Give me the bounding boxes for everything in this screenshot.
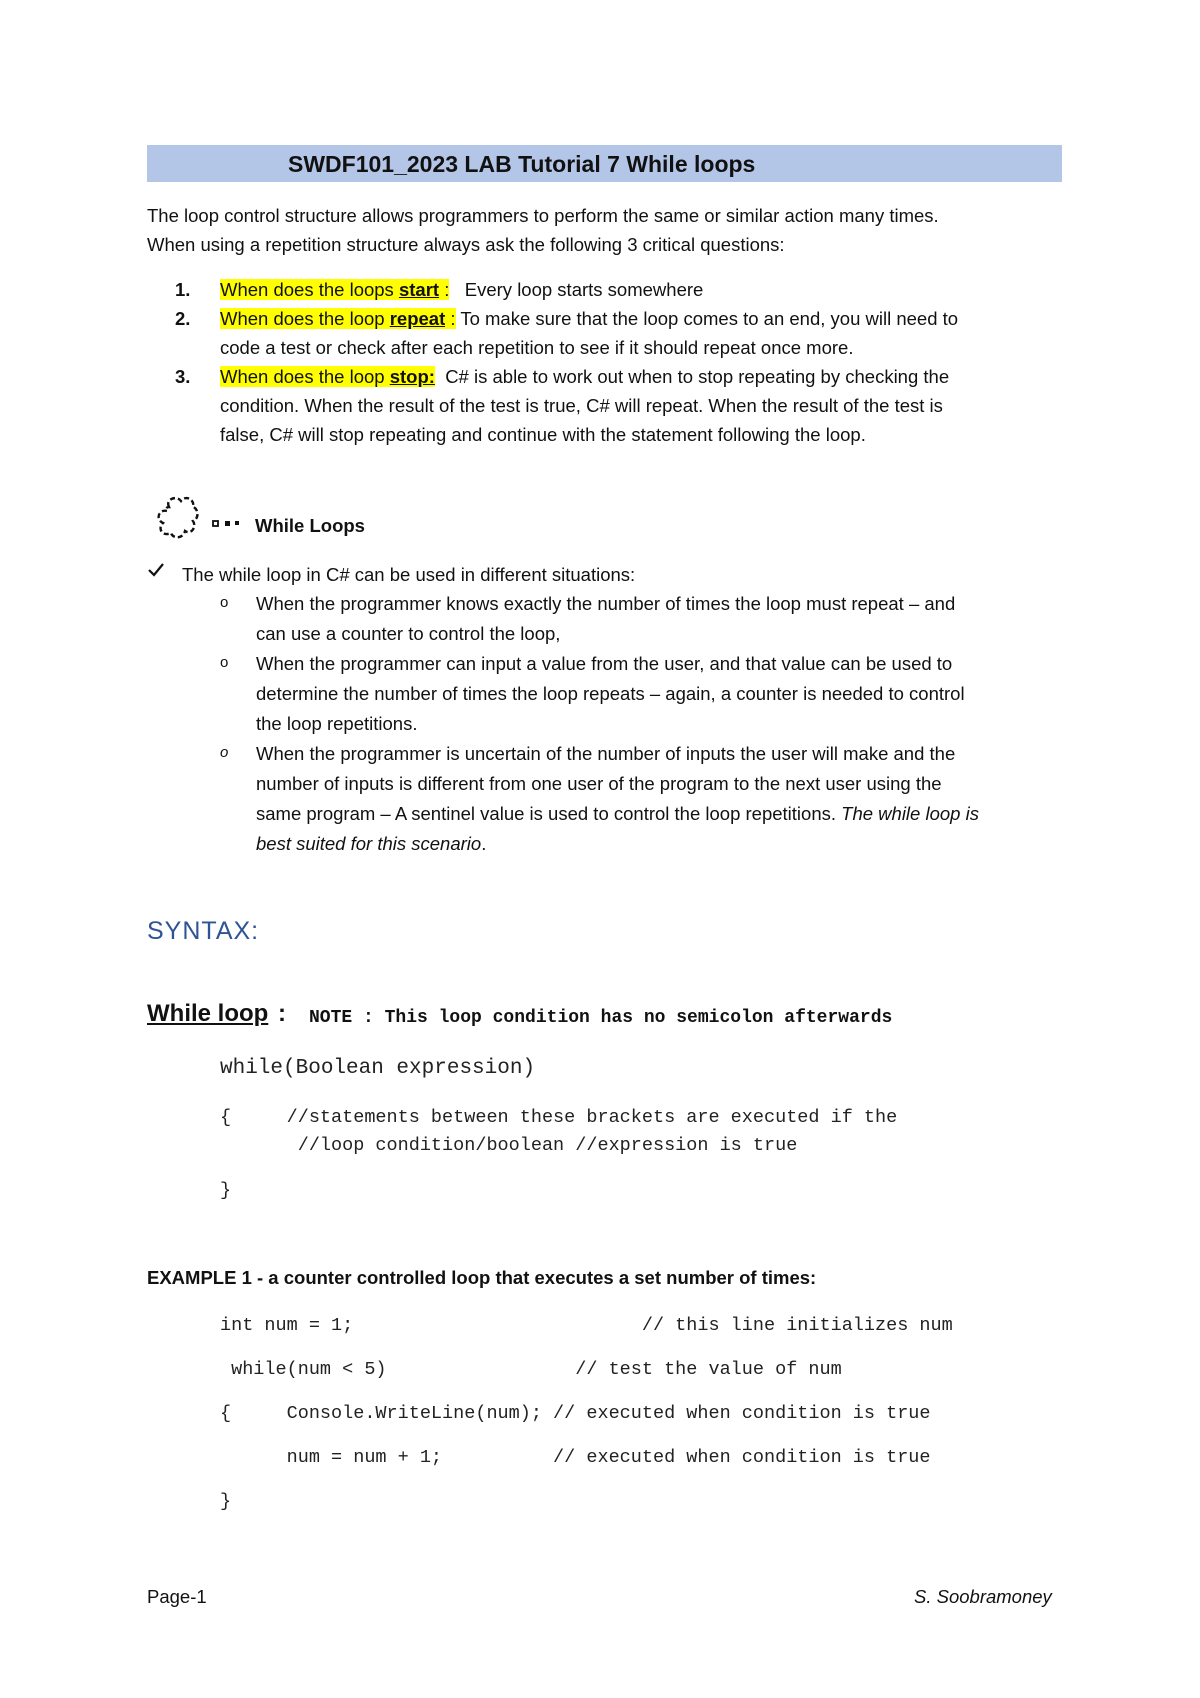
bullet-line: When the programmer knows exactly the number of times the loop must repeat – and xyxy=(256,593,956,614)
code-line: } xyxy=(220,1491,232,1512)
code-line: while(Boolean expression) xyxy=(220,1057,536,1080)
bullet-line: the loop repetitions. xyxy=(256,713,418,734)
question-highlight-suffix: : xyxy=(439,279,450,300)
bullet-marker: o xyxy=(220,594,229,611)
bullet-line-italic: The while loop is xyxy=(841,803,979,824)
question-number: 1. xyxy=(175,279,191,300)
bullet-line-italic: best suited for this scenario xyxy=(256,833,482,854)
question-highlight-suffix: : xyxy=(445,308,456,329)
question-number: 3. xyxy=(175,366,191,387)
question-keyword: repeat xyxy=(389,308,446,329)
bullet-item-1 xyxy=(256,589,1056,649)
while-loops-heading: While Loops xyxy=(255,515,365,536)
bullet-marker: o xyxy=(220,744,229,761)
intro-line-1: The loop control structure allows programmers to perform the same or similar action many times. xyxy=(147,205,939,226)
intro-line-2: When using a repetition structure always ask the following 3 critical questions: xyxy=(147,234,785,255)
syntax-note: NOTE : This loop condition has no semicolon afterwards xyxy=(309,1008,893,1028)
question-highlight: When does the loops xyxy=(220,279,399,300)
author-name: S. Soobramoney xyxy=(914,1586,1052,1607)
code-line: num = num + 1; // executed when condition is true xyxy=(220,1447,931,1468)
bullet-line: same program – A sentinel value is used to control the loop repetitions. xyxy=(256,803,842,824)
check-mark-icon xyxy=(147,561,165,584)
bullet-line-end: . xyxy=(481,833,487,854)
code-line: { Console.WriteLine(num); // executed when condition is true xyxy=(220,1403,931,1424)
bullet-item-2 xyxy=(256,649,1056,739)
code-line: { //statements between these brackets are executed if the xyxy=(220,1107,898,1128)
question-keyword: start xyxy=(398,279,440,300)
question-text: C# is able to work out when to stop repeating by checking the xyxy=(434,366,950,387)
bullet-line: When the programmer can input a value from the user, and that value can be used to xyxy=(256,653,953,674)
question-text-line-2: condition. When the result of the test is true, C# will repeat. When the result of the test is xyxy=(220,395,943,416)
code-line: while(num < 5) // test the value of num xyxy=(220,1359,842,1380)
page-title: SWDF101_2023 LAB Tutorial 7 While loops xyxy=(288,151,756,177)
question-text: To make sure that the loop comes to an end, you will need to xyxy=(455,308,959,329)
while-intro-text: The while loop in C# can be used in different situations: xyxy=(182,564,636,585)
bullet-line: When the programmer is uncertain of the number of inputs the user will make and the xyxy=(256,743,956,764)
bullet-line: determine the number of times the loop repeats – again, a counter is needed to control xyxy=(256,683,965,704)
syntax-heading: SYNTAX: xyxy=(147,917,260,945)
question-highlight: When does the loop xyxy=(220,366,390,387)
bullet-item-3 xyxy=(256,739,1056,859)
bullet-line: can use a counter to control the loop, xyxy=(256,623,561,644)
question-text-line-2: code a test or check after each repetition to see if it should repeat once more. xyxy=(220,337,854,358)
bullet-marker: o xyxy=(220,654,229,671)
example-heading: EXAMPLE 1 - a counter controlled loop that executes a set number of times: xyxy=(147,1267,817,1288)
question-text-line-3: false, C# will stop repeating and continue with the statement following the loop. xyxy=(220,424,866,445)
thought-bubble-icon xyxy=(155,495,250,551)
question-number: 2. xyxy=(175,308,191,329)
code-line: int num = 1; // this line initializes num xyxy=(220,1315,953,1336)
while-loop-label: While loop xyxy=(147,1000,269,1027)
bullet-line: number of inputs is different from one user of the program to the next user using the xyxy=(256,773,942,794)
code-line: } xyxy=(220,1180,232,1201)
while-loop-colon: : xyxy=(278,1000,286,1027)
page-number: Page-1 xyxy=(147,1586,207,1607)
question-highlight: When does the loop xyxy=(220,308,390,329)
question-keyword: stop: xyxy=(389,366,435,387)
code-line: //loop condition/boolean //expression is true xyxy=(220,1135,798,1156)
question-text: Every loop starts somewhere xyxy=(449,279,704,300)
